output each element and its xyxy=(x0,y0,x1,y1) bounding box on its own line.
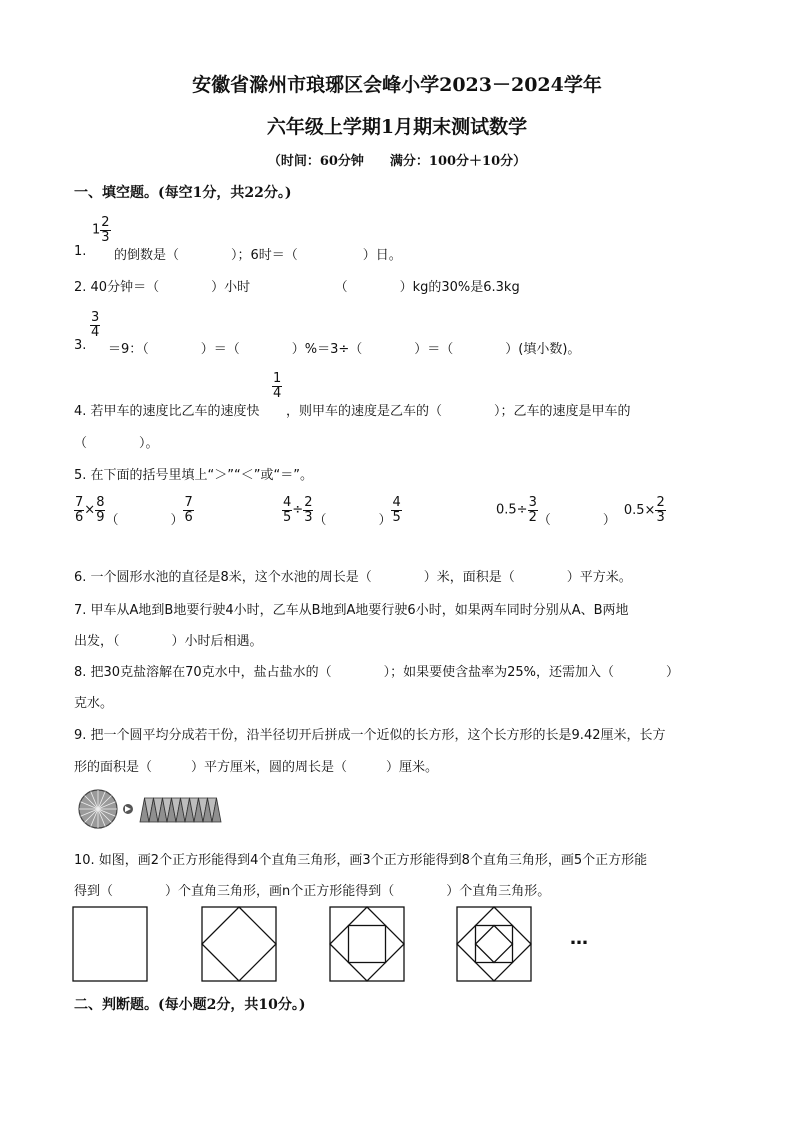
square-fig2 xyxy=(202,907,276,981)
q3-fraction: $\frac{3}{4}$ xyxy=(91,310,100,340)
section2-title: 二、判断题。(每小题2分，共10分。) xyxy=(74,997,306,1013)
q9-line2: 形的面积是（ ）平方厘米，圆的周长是（ ）厘米。 xyxy=(74,760,439,775)
section1-title: 一、填空题。(每空1分，共22分。) xyxy=(74,185,292,201)
q1-text: 的倒数是（ ）；6时＝（ ）日。 xyxy=(114,248,402,263)
q10-squares-figure xyxy=(70,904,550,984)
q1-whole: 1 xyxy=(92,222,101,238)
q5-expr2: $\frac{4}{5}$ ÷ $\frac{2}{3}$ $_{( )}$ $\frac{4}{5}$ xyxy=(283,495,401,528)
square-fig1 xyxy=(73,907,147,981)
q5-blank1[interactable]: （ ） xyxy=(105,512,184,528)
square-fig4 xyxy=(457,907,531,981)
q8-line2: 克水。 xyxy=(74,696,114,711)
q1-number: 1. xyxy=(74,244,87,259)
q7-line1: 7. 甲车从A地到B地要行驶4小时，乙车从B地到A地要行驶6小时，如果两车同时分别从A、B两地 xyxy=(74,603,629,618)
q2-text: 2. 40分钟＝（ ）小时 （ ）kg的30%是6.3kg xyxy=(74,280,520,295)
q5-blank3[interactable]: （ ） xyxy=(537,512,616,528)
q5-blank2[interactable]: （ ） xyxy=(313,512,392,528)
square-fig3 xyxy=(330,907,404,981)
q9-circle-to-rectangle-figure xyxy=(76,786,226,832)
arrow-right-icon xyxy=(123,804,133,814)
q3-number: 3. xyxy=(74,338,87,353)
q5-expr3: 0.5÷ $\frac{3}{2}$ $_{( )}$0.5× $\frac{2}{3}$ xyxy=(496,495,665,528)
q5-text: 5. 在下面的括号里填上“＞”“＜”或“＝”。 xyxy=(74,468,313,483)
q8-line1: 8. 把30克盐溶解在70克水中，盐占盐水的（ ）；如果要使含盐率为25%，还需加入（ ） xyxy=(74,665,680,680)
q1-fraction: $\frac{2}{3}$ xyxy=(101,215,110,245)
q4-line2: （ ）。 xyxy=(74,436,159,451)
q9-line1: 9. 把一个圆平均分成若干份，沿半径切开后拼成一个近似的长方形，这个长方形的长是9.42厘米，长方 xyxy=(74,728,666,743)
paper-title-line2: 六年级上学期1月期末测试数学 xyxy=(266,116,528,138)
q1-mixed-number xyxy=(92,216,111,244)
q7-line2: 出发，（ ）小时后相遇。 xyxy=(74,634,263,649)
q10-line1: 10. 如图，画2个正方形能得到4个直角三角形，画3个正方形能得到8个直角三角形，画5个正方形能 xyxy=(74,853,648,868)
q6-text: 6. 一个圆形水池的直径是8米，这个水池的周长是（ ）米，面积是（ ）平方米。 xyxy=(74,570,632,585)
sector-circle-icon xyxy=(79,790,117,828)
paper-title-line1: 安徽省滁州市琅琊区会峰小学2023－2024学年 xyxy=(192,74,602,96)
q4-fraction: $\frac{1}{4}$ xyxy=(273,371,282,401)
q4-text-a: 4. 若甲车的速度比乙车的速度快 xyxy=(74,404,260,419)
sector-rectangle-icon xyxy=(140,798,221,822)
q4-text-b: ，则甲车的速度是乙车的（ ）；乙车的速度是甲车的 xyxy=(286,404,631,419)
q5-expr1: $\frac{7}{6}$ × $\frac{8}{9}$ $_{( )}$ $\frac{7}{6}$ xyxy=(75,495,193,528)
q10-ellipsis: … xyxy=(570,928,588,949)
q3-text: ＝9：（ ）＝（ ）%＝3÷（ ）＝（ ）(填小数)。 xyxy=(108,342,581,357)
q10-line2: 得到（ ）个直角三角形，画n个正方形能得到（ ）个直角三角形。 xyxy=(74,884,551,899)
paper-meta: （时间：60分钟 满分：100分＋10分） xyxy=(267,154,527,169)
